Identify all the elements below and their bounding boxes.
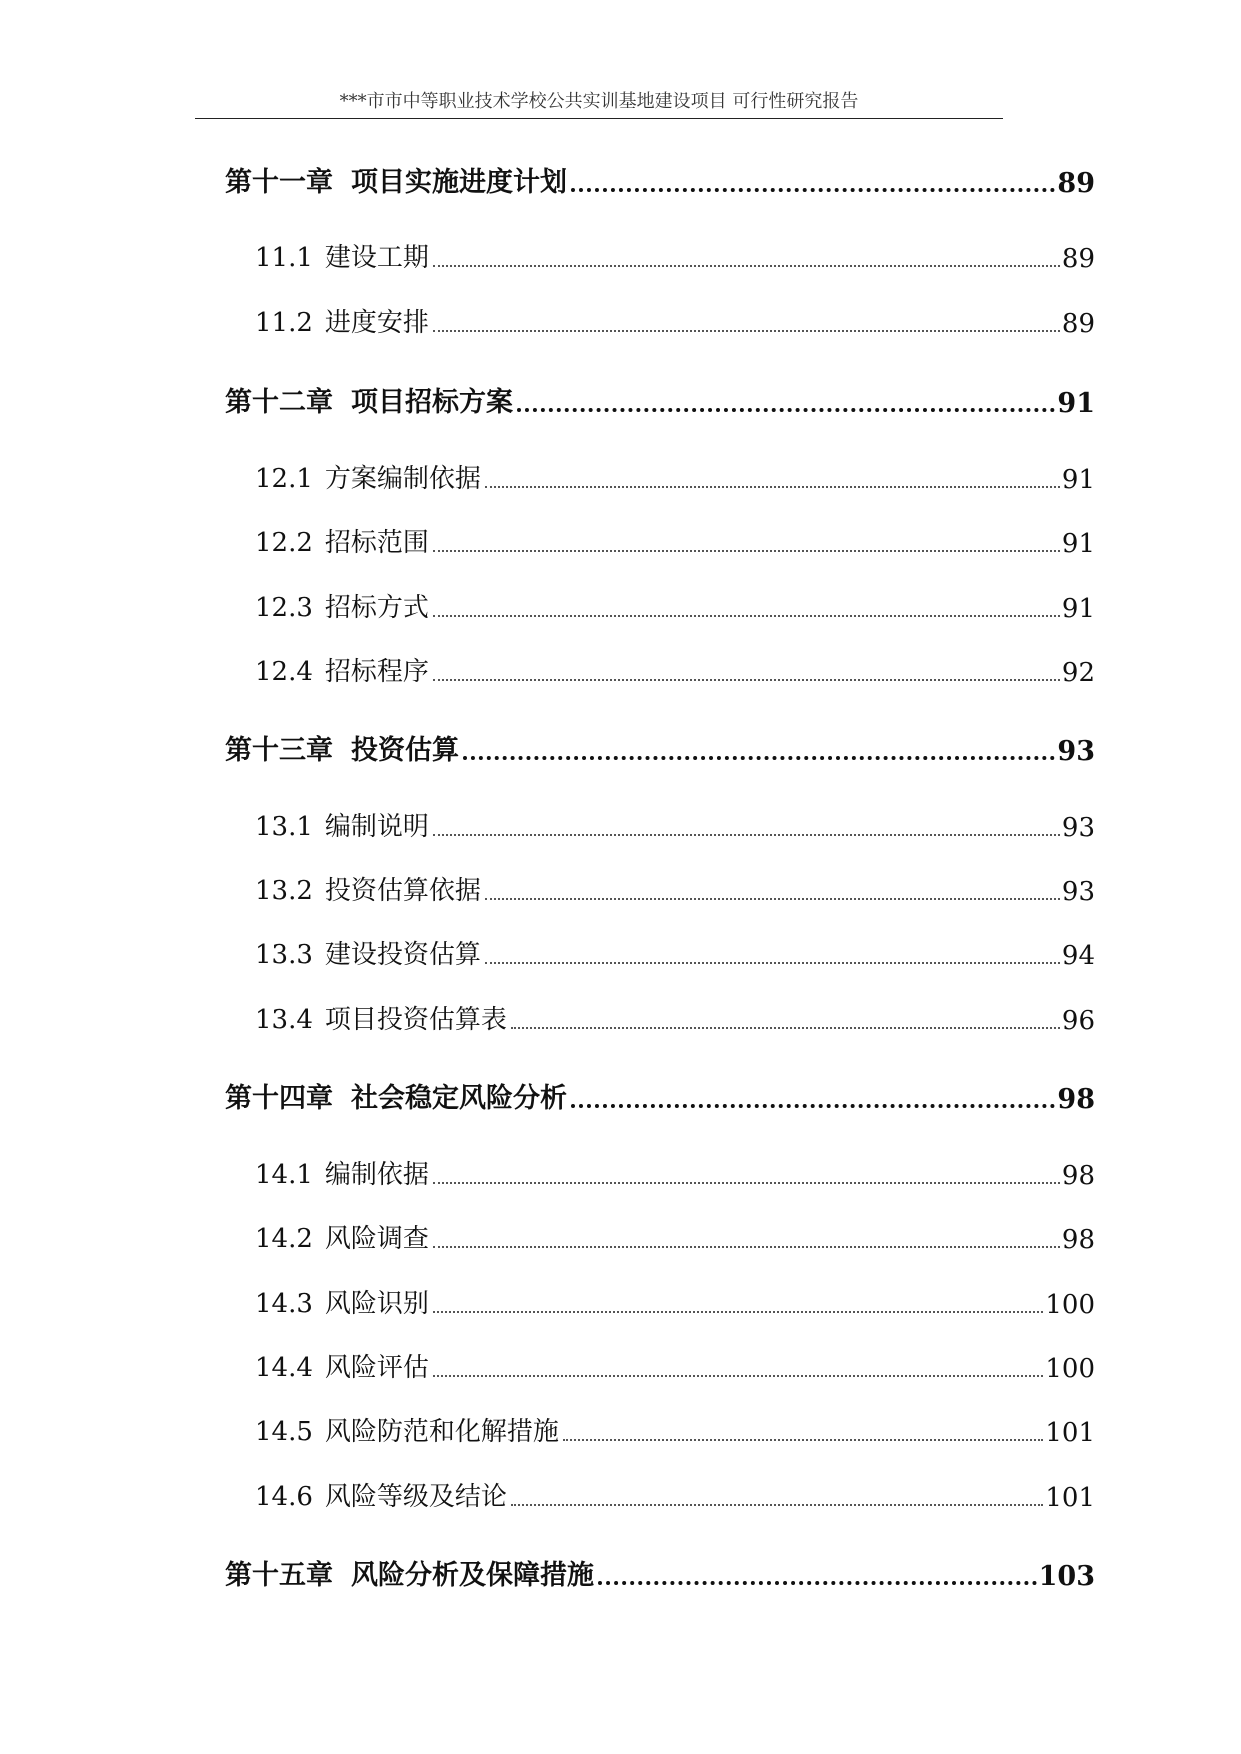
toc-page-number: 92: [1061, 658, 1095, 688]
toc-page-number: 98: [1061, 1225, 1095, 1255]
toc-entry-number: 14.3: [255, 1289, 313, 1319]
toc-entry-title: 风险评估: [324, 1353, 429, 1383]
toc-page-number: 103: [1038, 1561, 1095, 1592]
toc-section-entry[interactable]: [225, 934, 1095, 971]
toc-entry-number: 第十一章: [225, 167, 333, 198]
toc-page-number: 98: [1061, 1161, 1095, 1191]
toc-entry-title: 建设工期: [324, 243, 429, 273]
toc-dot-leader: [433, 1311, 1043, 1313]
toc-entry-title: 风险分析及保障措施: [351, 1560, 594, 1591]
toc-entry-label: [255, 1476, 507, 1513]
toc-dot-leader: [571, 1104, 1055, 1108]
toc-page-number: 89: [1061, 309, 1095, 339]
toc-entry-number: 11.1: [255, 243, 313, 273]
toc-entry-title: 方案编制依据: [324, 464, 481, 494]
toc-entry-number: 14.2: [255, 1224, 313, 1254]
toc-chapter-entry[interactable]: [225, 380, 1095, 419]
toc-entry-label: [255, 302, 429, 339]
toc-entry-number: 13.3: [255, 940, 313, 970]
toc-entry-number: 14.5: [255, 1417, 313, 1447]
toc-page-number: 100: [1045, 1354, 1095, 1384]
toc-entry-number: 第十二章: [225, 387, 333, 418]
toc-page-number: 98: [1057, 1084, 1095, 1115]
toc-chapter-entry[interactable]: [225, 728, 1095, 767]
toc-entry-label: [225, 160, 567, 199]
toc-section-entry[interactable]: [225, 999, 1095, 1036]
toc-page-number: 89: [1061, 244, 1095, 274]
toc-dot-leader: [433, 550, 1060, 552]
toc-entry-number: 13.4: [255, 1005, 313, 1035]
toc-entry-label: [255, 1283, 429, 1320]
toc-entry-label: [255, 870, 481, 907]
toc-entry-title: 进度安排: [324, 308, 429, 338]
toc-entry-number: 12.1: [255, 464, 313, 494]
toc-entry-number: 第十四章: [225, 1083, 333, 1114]
toc-dot-leader: [511, 1027, 1060, 1029]
toc-section-entry[interactable]: [225, 870, 1095, 907]
toc-entry-label: [255, 587, 429, 624]
toc-section-entry[interactable]: [225, 1411, 1095, 1448]
toc-page-number: 93: [1061, 877, 1095, 907]
toc-dot-leader: [433, 265, 1060, 267]
toc-entry-title: 招标程序: [324, 657, 429, 687]
toc-page-number: 89: [1057, 168, 1095, 199]
toc-entry-title: 建设投资估算: [324, 940, 481, 970]
toc-entry-label: [255, 1218, 429, 1255]
toc-entry-number: 13.1: [255, 812, 313, 842]
toc-entry-title: 编制依据: [324, 1160, 429, 1190]
toc-dot-leader: [598, 1581, 1037, 1585]
toc-entry-title: 编制说明: [324, 812, 429, 842]
toc-page-number: 100: [1045, 1290, 1095, 1320]
toc-section-entry[interactable]: [225, 522, 1095, 559]
toc-page-number: 93: [1061, 813, 1095, 843]
toc-entry-number: 14.4: [255, 1353, 313, 1383]
toc-entry-label: [255, 1154, 429, 1191]
toc-section-entry[interactable]: [225, 302, 1095, 339]
toc-dot-leader: [571, 188, 1055, 192]
toc-entry-title: 风险识别: [324, 1289, 429, 1319]
toc-entry-title: 风险防范和化解措施: [324, 1417, 559, 1447]
toc-page-number: 101: [1045, 1483, 1095, 1513]
toc-section-entry[interactable]: [225, 1218, 1095, 1255]
toc-dot-leader: [433, 1246, 1060, 1248]
toc-dot-leader: [433, 1375, 1043, 1377]
toc-section-entry[interactable]: [225, 806, 1095, 843]
toc-entry-label: [225, 1553, 594, 1592]
toc-dot-leader: [563, 1439, 1043, 1441]
toc-entry-label: [225, 1076, 567, 1115]
toc-dot-leader: [485, 898, 1060, 900]
toc-entry-number: 第十三章: [225, 735, 333, 766]
toc-page-number: 91: [1057, 388, 1095, 419]
toc-page-number: 94: [1061, 941, 1095, 971]
toc-section-entry[interactable]: [225, 458, 1095, 495]
toc-dot-leader: [433, 1182, 1060, 1184]
toc-entry-label: [255, 934, 481, 971]
header-title: ***市市中等职业技术学校公共实训基地建设项目 可行性研究报告: [339, 91, 859, 112]
toc-chapter-entry[interactable]: [225, 1076, 1095, 1115]
toc-entry-title: 风险等级及结论: [324, 1482, 507, 1512]
toc-dot-leader: [485, 486, 1060, 488]
toc-dot-leader: [463, 756, 1055, 760]
toc-page-number: 91: [1061, 594, 1095, 624]
toc-dot-leader: [485, 962, 1060, 964]
toc-entry-label: [255, 1411, 559, 1448]
toc-entry-label: [255, 806, 429, 843]
toc-entry-label: [255, 651, 429, 688]
toc-page-number: 93: [1057, 736, 1095, 767]
toc-section-entry[interactable]: [225, 651, 1095, 688]
toc-entry-title: 项目实施进度计划: [351, 167, 567, 198]
toc-entry-number: 14.6: [255, 1482, 313, 1512]
toc-entry-title: 投资估算: [351, 735, 459, 766]
toc-page-number: 91: [1061, 529, 1095, 559]
toc-entry-title: 社会稳定风险分析: [351, 1083, 567, 1114]
toc-section-entry[interactable]: [225, 237, 1095, 274]
toc-entry-number: 11.2: [255, 308, 313, 338]
toc-dot-leader: [517, 408, 1055, 412]
toc-entry-label: [255, 458, 481, 495]
toc-entry-label: [255, 999, 507, 1036]
toc-entry-title: 投资估算依据: [324, 876, 481, 906]
toc-dot-leader: [511, 1504, 1043, 1506]
toc-dot-leader: [433, 615, 1060, 617]
toc-entry-number: 13.2: [255, 876, 313, 906]
toc-entry-title: 招标范围: [324, 528, 429, 558]
toc-dot-leader: [433, 834, 1060, 836]
toc-dot-leader: [433, 330, 1060, 332]
toc-entry-number: 12.4: [255, 657, 313, 687]
toc-page-number: 96: [1061, 1006, 1095, 1036]
toc-entry-number: 第十五章: [225, 1560, 333, 1591]
toc-entry-label: [255, 237, 429, 274]
toc-entry-label: [255, 522, 429, 559]
toc-section-entry[interactable]: [225, 1283, 1095, 1320]
page-header: [195, 88, 1003, 119]
toc-entry-number: 12.2: [255, 528, 313, 558]
toc-entry-label: [255, 1347, 429, 1384]
toc-section-entry[interactable]: [225, 1476, 1095, 1513]
toc-dot-leader: [433, 679, 1060, 681]
toc-entry-title: 风险调查: [324, 1224, 429, 1254]
toc-entry-title: 招标方式: [324, 593, 429, 623]
toc-page-number: 91: [1061, 465, 1095, 495]
toc-entry-label: [225, 380, 513, 419]
toc-chapter-entry[interactable]: [225, 160, 1095, 199]
toc-section-entry[interactable]: [225, 1347, 1095, 1384]
toc-entry-number: 14.1: [255, 1160, 313, 1190]
toc-section-entry[interactable]: [225, 587, 1095, 624]
toc-entry-title: 项目招标方案: [351, 387, 513, 418]
toc-section-entry[interactable]: [225, 1154, 1095, 1191]
toc-entry-number: 12.3: [255, 593, 313, 623]
toc-entry-title: 项目投资估算表: [324, 1005, 507, 1035]
toc-entry-label: [225, 728, 459, 767]
toc-page-number: 101: [1045, 1418, 1095, 1448]
toc-chapter-entry[interactable]: [225, 1553, 1095, 1592]
